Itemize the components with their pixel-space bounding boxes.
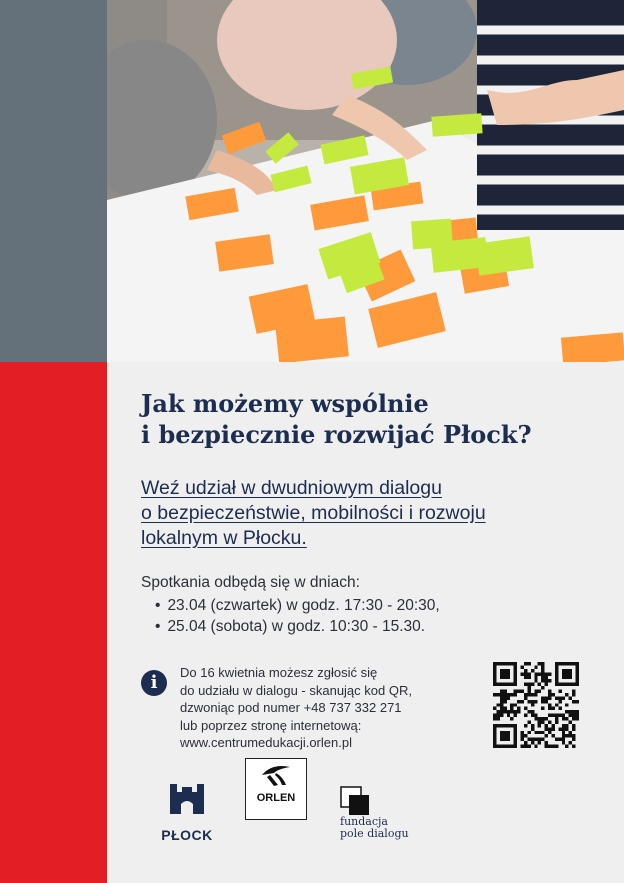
content-panel bbox=[107, 362, 624, 883]
plock-crest-icon bbox=[168, 784, 206, 820]
side-bar-gray bbox=[0, 0, 107, 362]
invitation-text bbox=[141, 476, 486, 551]
info-line: Do 16 kwietnia możesz zgłosić się bbox=[180, 665, 378, 680]
invitation-line: Weź udział w dwudniowym dialogu bbox=[141, 477, 442, 499]
title-line: Jak możemy wspólnie bbox=[141, 389, 429, 418]
info-line: dzwoniąc pod numer +48 737 332 271 bbox=[180, 700, 402, 715]
registration-info bbox=[180, 664, 412, 752]
orlen-eagle-icon bbox=[256, 759, 296, 789]
invitation-line: lokalnym w Płocku. bbox=[141, 527, 307, 549]
meeting-dates-list bbox=[155, 595, 440, 637]
fundacja-line: fundacja bbox=[340, 815, 388, 828]
meetings-intro: Spotkania odbędą się w dniach: bbox=[141, 574, 360, 591]
meeting-date-item: • 23.04 (czwartek) w godz. 17:30 - 20:30, bbox=[155, 595, 440, 616]
info-icon: i bbox=[141, 670, 167, 696]
orlen-logo-text: ORLEN bbox=[256, 792, 296, 804]
workshop-photo bbox=[107, 0, 624, 362]
info-line: lub poprzez stronę internetową: bbox=[180, 717, 362, 733]
invitation-line: o bezpieczeństwie, mobilności i rozwoju bbox=[141, 502, 486, 524]
orlen-logo bbox=[245, 758, 307, 820]
side-bar-red bbox=[0, 362, 107, 883]
fundacja-logo-text bbox=[340, 816, 420, 840]
fundacja-line: pole dialogu bbox=[340, 827, 409, 840]
fundacja-logo bbox=[340, 786, 409, 840]
title-line: i bezpiecznie rozwijać Płock? bbox=[141, 420, 532, 449]
info-line: do udziału w dialogu - skanując kod QR, bbox=[180, 682, 412, 698]
website-link[interactable]: www.centrumedukacji.orlen.pl bbox=[180, 735, 352, 750]
fundacja-squares-icon bbox=[340, 786, 370, 816]
meeting-date-item: • 25.04 (sobota) w godz. 10:30 - 15.30. bbox=[155, 616, 440, 637]
page-title bbox=[141, 388, 532, 450]
plock-logo-text: PŁOCK bbox=[161, 827, 213, 843]
plock-logo bbox=[155, 784, 219, 843]
qr-code[interactable] bbox=[493, 662, 579, 748]
